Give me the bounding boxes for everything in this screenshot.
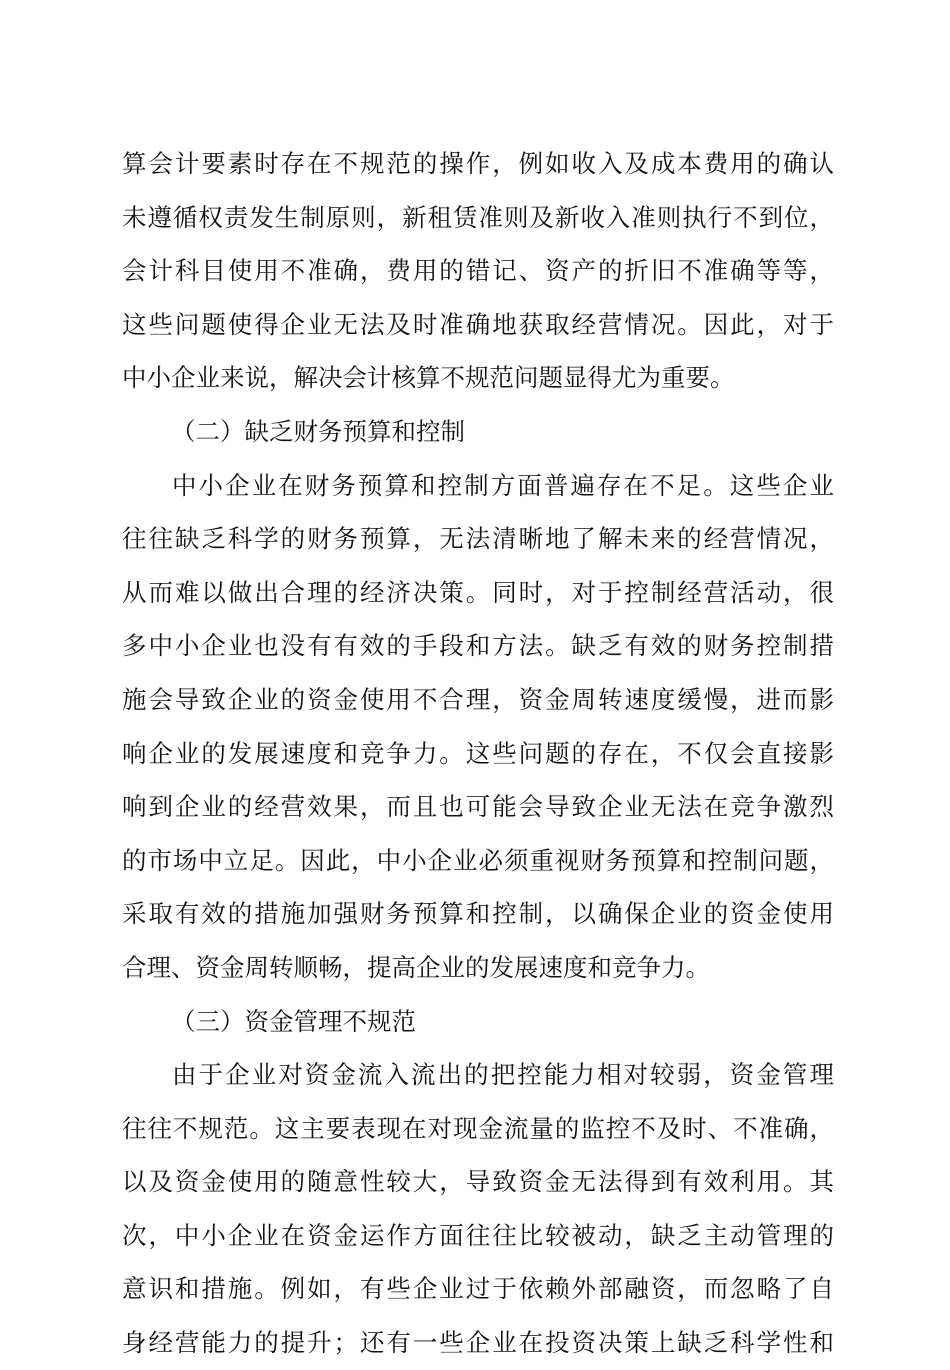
text-line: 往往不规范。这主要表现在对现金流量的监控不及时、不准确， [122, 1113, 834, 1143]
section-heading-budget-control: （二）缺乏财务预算和控制 [171, 416, 465, 446]
document-body [122, 137, 834, 1370]
text-line: 意识和措施。例如，有些企业过于依赖外部融资，而忽略了自 [122, 1274, 834, 1304]
text-line: 施会导致企业的资金使用不合理，资金周转速度缓慢，进而影 [122, 684, 834, 714]
section-heading-fund-management: （三）资金管理不规范 [171, 1006, 416, 1036]
text-line: 未遵循权责发生制原则，新租赁准则及新收入准则执行不到位， [122, 202, 834, 232]
text-line: 多中小企业也没有有效的手段和方法。缺乏有效的财务控制措 [122, 631, 834, 661]
text-line: 以及资金使用的随意性较大，导致资金无法得到有效利用。其 [122, 1167, 834, 1197]
paragraph-fund-management [122, 1048, 834, 1370]
text-line: 次，中小企业在资金运作方面往往比较被动，缺乏主动管理的 [122, 1220, 834, 1250]
text-line: 会计科目使用不准确，费用的错记、资产的折旧不准确等等， [122, 256, 834, 286]
text-line: 响到企业的经营效果，而且也可能会导致企业无法在竞争激烈 [122, 792, 834, 822]
text-line: 这些问题使得企业无法及时准确地获取经营情况。因此，对于 [122, 309, 834, 339]
text-line: 往往缺乏科学的财务预算，无法清晰地了解未来的经营情况， [122, 524, 834, 554]
text-line: 响企业的发展速度和竞争力。这些问题的存在，不仅会直接影 [122, 738, 834, 768]
text-line: 身经营能力的提升；还有一些企业在投资决策上缺乏科学性和 [122, 1328, 834, 1358]
text-line: 中小企业来说，解决会计核算不规范问题显得尤为重要。 [122, 363, 735, 393]
paragraph-budget-control [122, 459, 834, 995]
text-line: 的市场中立足。因此，中小企业必须重视财务预算和控制问题， [122, 845, 834, 875]
text-line: 由于企业对资金流入流出的把控能力相对较弱，资金管理 [172, 1060, 834, 1090]
text-line: 中小企业在财务预算和控制方面普遍存在不足。这些企业 [172, 470, 834, 500]
text-line: 采取有效的措施加强财务预算和控制，以确保企业的资金使用 [122, 899, 834, 929]
text-line: 算会计要素时存在不规范的操作，例如收入及成本费用的确认 [122, 149, 834, 178]
text-line: 合理、资金周转顺畅，提高企业的发展速度和竞争力。 [122, 952, 710, 982]
paragraph-accounting-continuation [122, 137, 834, 405]
text-line: 从而难以做出合理的经济决策。同时，对于控制经营活动，很 [122, 577, 834, 607]
